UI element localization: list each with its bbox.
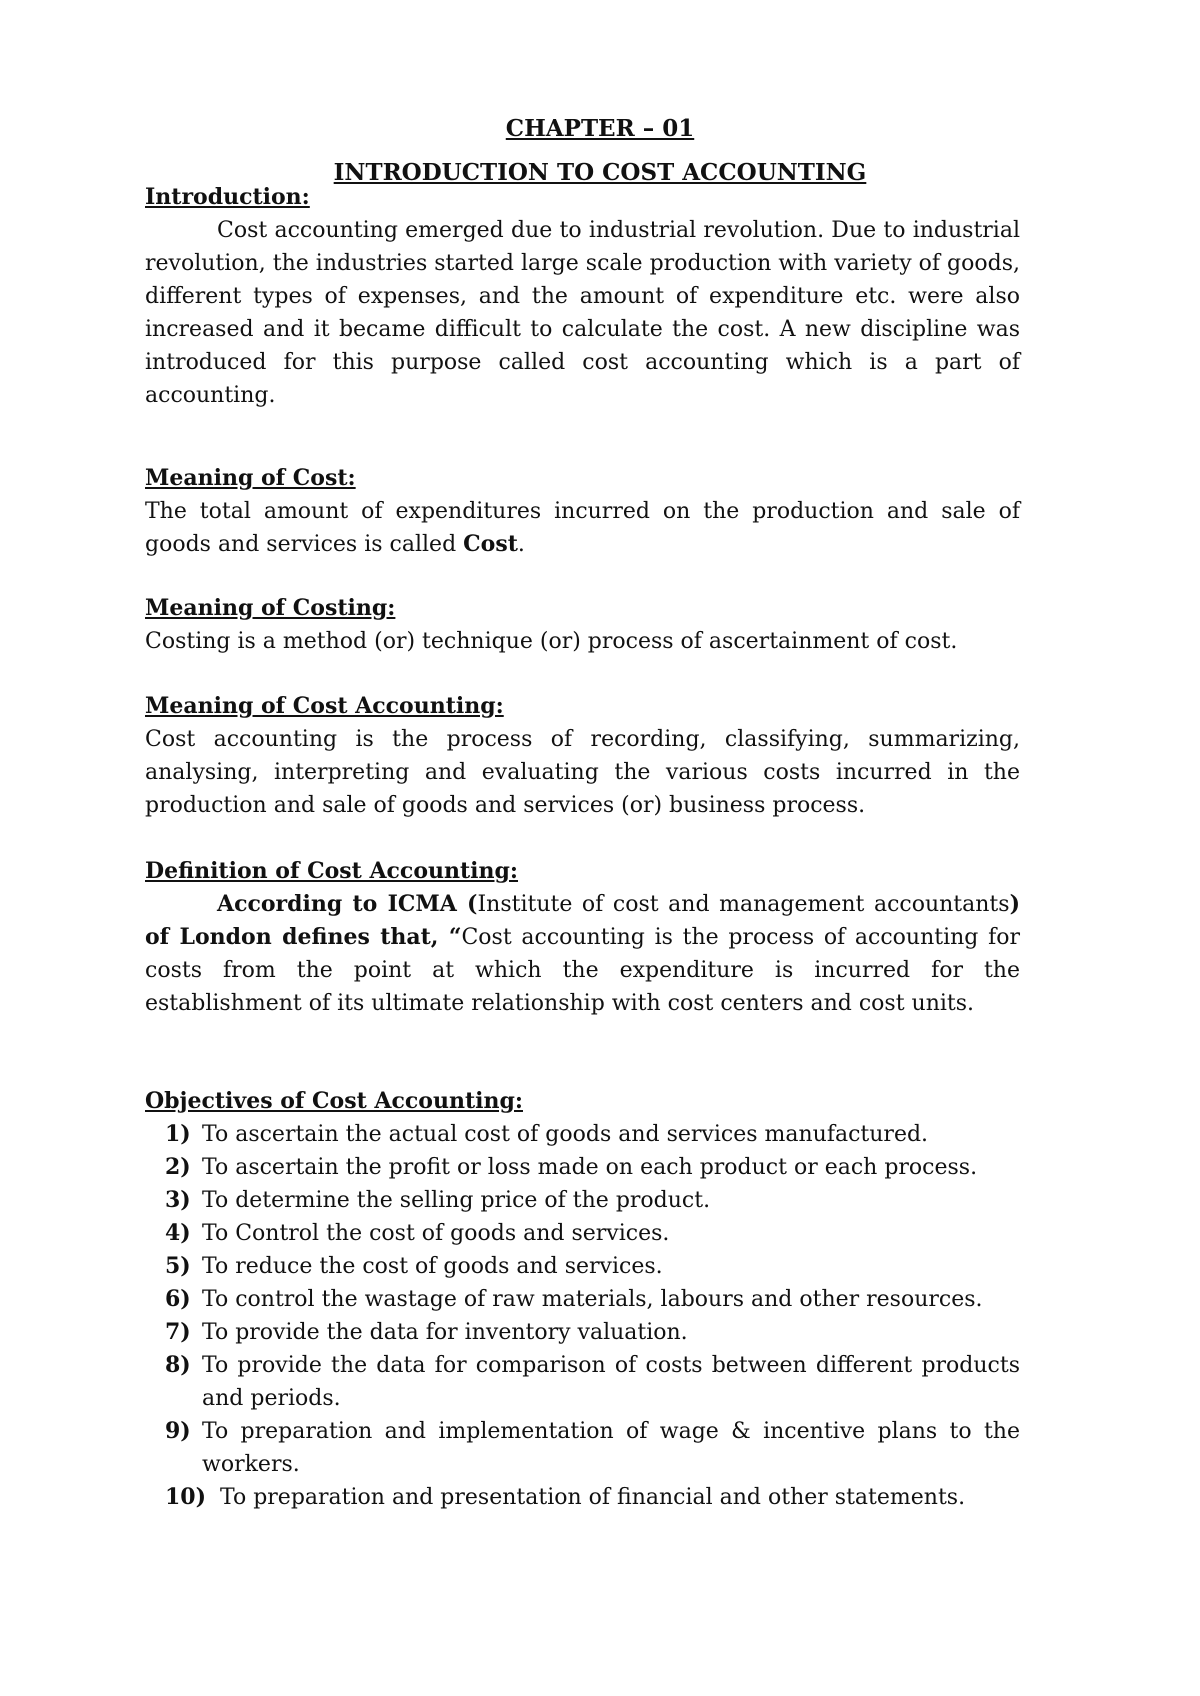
definition-quote: Cost accounting is the process of accounting for costs from the point at which the expenditure is incurred for the establishment of its ultimate relationship with cost centers and cost units. <box>145 925 1020 1016</box>
meaning-cost-accounting-body: Cost accounting is the process of recording, classifying, summarizing, analysing, interpreting and evaluating the various costs incurred in the production and sale of goods and services (or) business process. <box>145 727 1020 818</box>
objectives-heading-block <box>145 1085 1020 1118</box>
list-item <box>165 1283 1020 1316</box>
list-item-text: To reduce the cost of goods and services. <box>202 1254 663 1279</box>
list-item-number: 5) <box>165 1253 191 1279</box>
meaning-cost-accounting-section <box>145 690 1020 822</box>
list-item-text: To provide the data for inventory valuation. <box>202 1320 688 1345</box>
list-item <box>165 1217 1020 1250</box>
list-item-number: 10) <box>165 1484 207 1510</box>
list-item <box>165 1481 1020 1514</box>
list-item <box>165 1118 1020 1151</box>
meaning-cost-body <box>145 495 1020 561</box>
list-item <box>165 1151 1020 1184</box>
list-item <box>165 1250 1020 1283</box>
meaning-cost-section <box>145 462 1020 561</box>
list-item-number: 1) <box>165 1121 191 1147</box>
definition-bold-2: ) of London defines that, “ <box>145 891 1020 950</box>
list-item <box>165 1184 1020 1217</box>
definition-heading: Definition of Cost Accounting: <box>145 858 519 884</box>
chapter-title: INTRODUCTION TO COST ACCOUNTING <box>333 159 867 186</box>
objectives-list <box>165 1118 1020 1514</box>
list-item-number: 3) <box>165 1187 191 1213</box>
meaning-cost-heading: Meaning of Cost: <box>145 465 356 491</box>
list-item-text: To provide the data for comparison of costs between different products and periods. <box>202 1353 1020 1411</box>
meaning-cost-period: . <box>517 532 525 557</box>
meaning-cost-bold-term: Cost <box>463 531 518 557</box>
definition-plain-1: Institute of cost and management accountants <box>477 892 1010 917</box>
introduction-body: Cost accounting emerged due to industrial revolution. Due to industrial revolution, the industries started large scale production with variety of goods, different types of expenses, and the amount of expenditure etc. were also increased and it became difficult to calculate the cost. A new discipline was introduced for this purpose called cost accounting which is a part of accounting. <box>145 218 1020 408</box>
introduction-section <box>145 181 1020 412</box>
list-item-number: 7) <box>165 1319 191 1345</box>
meaning-costing-body: Costing is a method (or) technique (or) process of ascertainment of cost. <box>145 629 958 654</box>
definition-bold-1: According to ICMA ( <box>217 891 478 917</box>
list-item-number: 4) <box>165 1220 191 1246</box>
list-item-text: To ascertain the actual cost of goods and services manufactured. <box>202 1122 929 1147</box>
chapter-number: CHAPTER – 01 <box>505 115 695 142</box>
list-item-text: To determine the selling price of the product. <box>202 1188 711 1213</box>
list-item-text: To preparation and implementation of wage & incentive plans to the workers. <box>202 1419 1020 1477</box>
meaning-costing-heading: Meaning of Costing: <box>145 595 396 621</box>
list-item <box>165 1415 1020 1481</box>
list-item <box>165 1316 1020 1349</box>
meaning-cost-text: The total amount of expenditures incurred on the production and sale of goods and services is called <box>145 499 1020 557</box>
definition-section <box>145 855 1020 1020</box>
list-item-text: To ascertain the profit or loss made on each product or each process. <box>202 1155 978 1180</box>
objectives-heading: Objectives of Cost Accounting: <box>145 1088 523 1114</box>
list-item-number: 8) <box>165 1352 191 1378</box>
list-item-text: To preparation and presentation of financial and other statements. <box>220 1485 966 1510</box>
list-item-number: 2) <box>165 1154 191 1180</box>
definition-body <box>145 888 1020 1020</box>
meaning-costing-section <box>145 592 1020 658</box>
meaning-cost-accounting-heading: Meaning of Cost Accounting: <box>145 693 504 719</box>
introduction-heading: Introduction: <box>145 184 310 210</box>
list-item-text: To control the wastage of raw materials, labours and other resources. <box>202 1287 983 1312</box>
list-item-number: 9) <box>165 1418 191 1444</box>
list-item-text: To Control the cost of goods and services. <box>202 1221 670 1246</box>
list-item <box>165 1349 1020 1415</box>
list-item-number: 6) <box>165 1286 191 1312</box>
